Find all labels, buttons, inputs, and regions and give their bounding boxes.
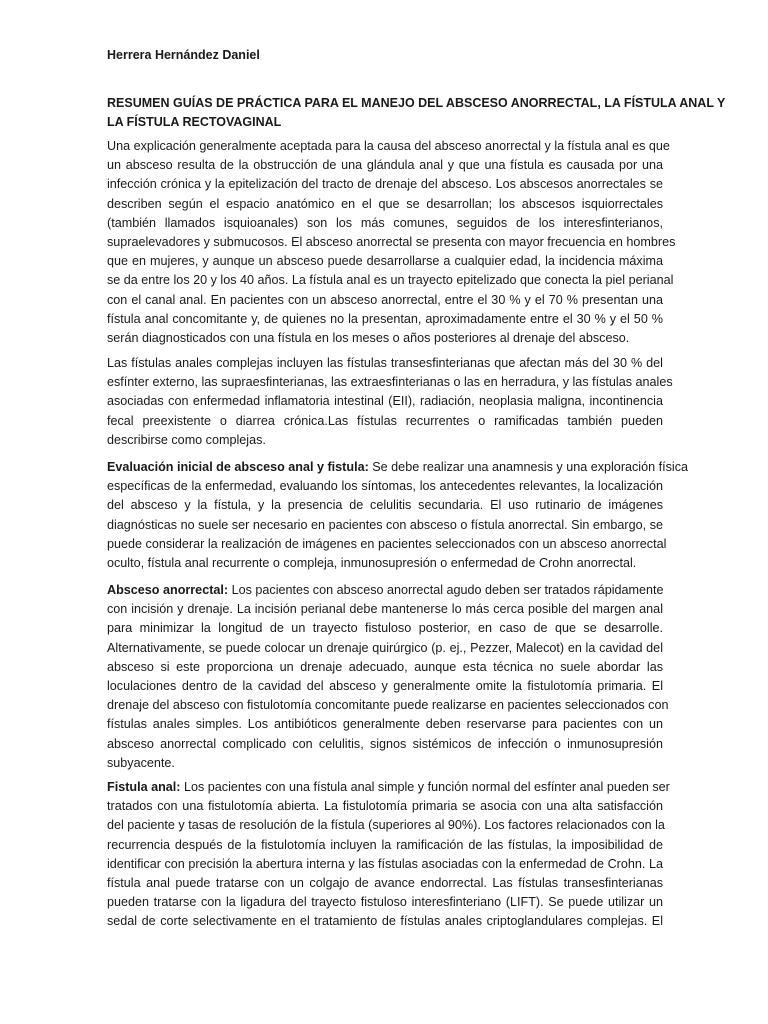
- title-line: RESUMEN GUÍAS DE PRÁCTICA PARA EL MANEJO DEL ABSCESO ANORRECTAL, LA FÍSTULA ANAL Y: [107, 96, 726, 110]
- text-line: Alternativamente, se puede colocar un drenaje quirúrgico (p. ej., Pezzer, Malecot) en la cavidad del: [107, 640, 663, 655]
- text-line: que en mujeres, y aunque un absceso puede desarrollarse a cualquier edad, la incidencia máxima: [107, 254, 663, 269]
- text-line: fístula anal puede tratarse con un colgajo de avance endorrectal. Las fístulas transesfinterianas: [107, 876, 663, 891]
- text-line: con el canal anal. En pacientes con un absceso anorrectal, entre el 30 % y el 70 % presentan una: [107, 292, 663, 307]
- text-line: Una explicación generalmente aceptada para la causa del absceso anorrectal y la fístula anal es que: [107, 139, 670, 153]
- author-name: Herrera Hernández Daniel: [107, 48, 260, 62]
- text-line: se da entre los 20 y los 40 años. La fístula anal es un trayecto epitelizado que conecta la piel perianal: [107, 273, 674, 288]
- paragraph-initial-evaluation: [107, 458, 689, 573]
- text-line: [107, 778, 670, 797]
- text-line: identificar con precisión la abertura interna y las fístulas asociadas con la enfermedad de Crohn. La: [107, 856, 663, 871]
- text-line: absceso anorrectal complicado con celulitis, signos sistémicos de infección o inmunosupresión: [107, 736, 663, 751]
- text-line: (también llamados isquioanales) son los más comunes, seguidos de los interesfinterianos,: [107, 215, 663, 230]
- text-line: del absceso y la fístula, y la presencia de celulitis secundaria. El uso rutinario de imágenes: [107, 498, 663, 513]
- text-line: supraelevadores y submucosos. El absceso anorrectal se presenta con mayor frecuencia en hombres: [107, 235, 676, 250]
- text-line: oculto, fístula anal recurrente o compleja, inmunosupresión o enfermedad de Crohn anorrectal.: [107, 556, 637, 571]
- text-line: fecal preexistente o diarrea crónica.Las fístulas recurrentes o ramificadas también pueden: [107, 413, 663, 428]
- text-line: loculaciones dentro de la cavidad del absceso y generalmente omite la fistulotomía primaria. El: [107, 679, 663, 694]
- text-line: del paciente y tasas de resolución de la fístula (superiores al 90%). Los factores relacionados con la: [107, 818, 665, 833]
- text-line: fístulas anales simples. Los antibióticos generalmente deben reservarse para pacientes con un: [107, 717, 663, 732]
- text-run: Los pacientes con una fístula anal simple y función normal del esfínter anal pueden ser: [180, 780, 670, 794]
- text-line: puede considerar la realización de imágenes en pacientes seleccionados con un absceso anorrectal: [107, 536, 667, 551]
- text-line: asociadas con enfermedad inflamatoria intestinal (EII), radiación, neoplasia maligna, incontinencia: [107, 394, 663, 409]
- title-line: LA FÍSTULA RECTOVAGINAL: [107, 115, 282, 129]
- text-line: recurrencia después de la fistulotomía incluyen la ramificación de las fístulas, la imposibilidad de: [107, 837, 663, 852]
- text-line: para minimizar la longitud de un trayecto fistuloso posterior, en caso de que se desarrolle.: [107, 621, 663, 636]
- paragraph-anorectal-abscess: [107, 581, 669, 773]
- paragraph-etiology: [107, 137, 676, 348]
- text-run: Los pacientes con absceso anorrectal agudo deben ser tratados rápidamente: [228, 583, 664, 597]
- text-line: un absceso resulta de la obstrucción de una glándula anal y que una fístula es causada por una: [107, 158, 663, 173]
- section-heading: Evaluación inicial de absceso anal y fistula:: [107, 460, 369, 474]
- text-line: drenaje del absceso con fistulotomía concomitante puede realizarse en pacientes seleccionados con: [107, 698, 669, 713]
- text-line: diagnósticas no suele ser necesario en pacientes con absceso o fístula anorrectal. Sin embargo, se: [107, 517, 663, 532]
- text-line: describen según el espacio anatómico en el que se desarrollan; los abscesos isquiorrectales: [107, 196, 663, 211]
- text-line: describirse como complejas.: [107, 432, 266, 447]
- text-line: fístula anal concomitante y, de quienes no la presentan, aproximadamente entre el 30 % y el 50 %: [107, 311, 663, 326]
- text-line: subyacente.: [107, 755, 175, 770]
- text-line: específicas de la enfermedad, evaluando los síntomas, los antecedentes relevantes, la localización: [107, 479, 663, 494]
- text-run: Se debe realizar una anamnesis y una exploración física: [368, 460, 689, 474]
- text-line: esfínter externo, las supraesfinterianas, las extraesfinterianas o las en herradura, y las fístulas anales: [107, 375, 673, 390]
- text-line: absceso si este proporciona un drenaje adecuado, aunque esta técnica no suele abordar las: [107, 659, 663, 674]
- text-line: Las fístulas anales complejas incluyen las fístulas transesfinterianas que afectan más del 30 % del: [107, 356, 663, 370]
- text-line: tratados con una fistulotomía abierta. La fistulotomía primaria se asocia con una alta satisfacción: [107, 799, 663, 814]
- section-heading: Fistula anal:: [107, 780, 181, 794]
- text-line: sedal de corte selectivamente en el tratamiento de fístulas anales criptoglandulares complejas. El: [107, 914, 663, 929]
- text-line: [107, 581, 663, 600]
- section-heading: Absceso anorrectal:: [107, 583, 229, 597]
- document-title: [107, 94, 726, 132]
- text-line: [107, 458, 689, 477]
- text-line: con incisión y drenaje. La incisión perianal debe mantenerse lo más cerca posible del margen anal: [107, 602, 663, 617]
- paragraph-anal-fistula: [107, 778, 670, 932]
- text-line: infección crónica y la epitelización del tracto de drenaje del absceso. Los abscesos anorrectales se: [107, 177, 663, 192]
- paragraph-complex-fistulas: [107, 354, 673, 450]
- text-line: pueden tratarse con la ligadura del trayecto fistuloso interesfinteriano (LIFT). Se puede utilizar un: [107, 895, 663, 910]
- text-line: serán diagnosticados con una fístula en los meses o años posteriores al drenaje del absceso.: [107, 331, 630, 346]
